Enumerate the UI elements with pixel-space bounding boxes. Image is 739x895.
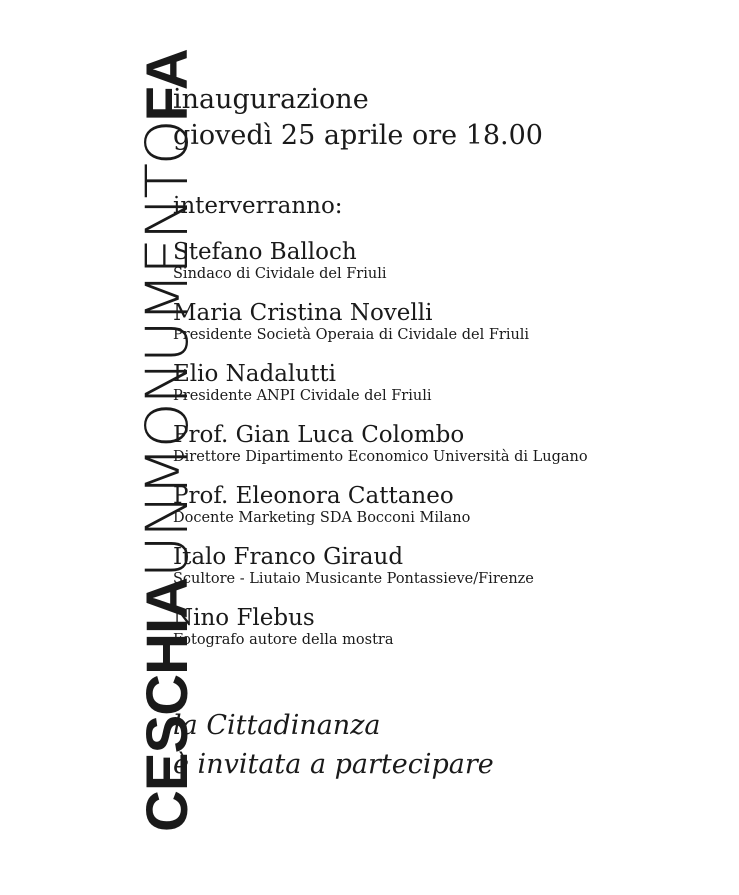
speaker-role: Presidente Società Operaia di Cividale del Friuli	[173, 327, 530, 343]
speakers-list	[173, 239, 713, 650]
speaker-role: Docente Marketing SDA Bocconi Milano	[173, 510, 471, 526]
speaker-item	[173, 361, 713, 406]
speaker-item	[173, 422, 713, 467]
invitation-content	[173, 82, 713, 784]
speaker-role: Presidente ANPI Cividale del Friuli	[173, 388, 432, 404]
speaker-name: Italo Franco Giraud	[173, 544, 404, 570]
speaker-name: Stefano Balloch	[173, 239, 357, 265]
closing-line-1: la Cittadinanza	[173, 710, 381, 741]
closing-invitation	[173, 706, 713, 784]
speaker-role: Sindaco di Cividale del Friuli	[173, 266, 387, 282]
closing-line-2: è invitata a partecipare	[173, 749, 494, 780]
intro-inaugurazione: inaugurazione	[173, 84, 369, 115]
logotype-unmonumento: UNMONUMENTO	[133, 121, 201, 578]
speaker-name: Prof. Eleonora Cattaneo	[173, 483, 454, 509]
speakers-heading: interverranno:	[173, 193, 343, 219]
speaker-item	[173, 483, 713, 528]
speaker-name: Prof. Gian Luca Colombo	[173, 422, 465, 448]
logotype-fa: FA	[135, 49, 200, 122]
speaker-name: Maria Cristina Novelli	[173, 300, 433, 326]
speaker-role: Direttore Dipartimento Economico Università di Lugano	[173, 449, 588, 465]
logotype-ceschia: CESCHIA	[135, 577, 200, 832]
speaker-name: Nino Flebus	[173, 605, 315, 631]
speaker-role: Scultore - Liutaio Musicante Pontassieve/Firenze	[173, 571, 534, 587]
speaker-role: Fotografo autore della mostra	[173, 632, 394, 648]
speaker-item	[173, 544, 713, 589]
speaker-name: Elio Nadalutti	[173, 361, 336, 387]
speaker-item	[173, 605, 713, 650]
speaker-item	[173, 239, 713, 284]
intro-date-time: giovedì 25 aprile ore 18.00	[173, 120, 543, 151]
speaker-item	[173, 300, 713, 345]
